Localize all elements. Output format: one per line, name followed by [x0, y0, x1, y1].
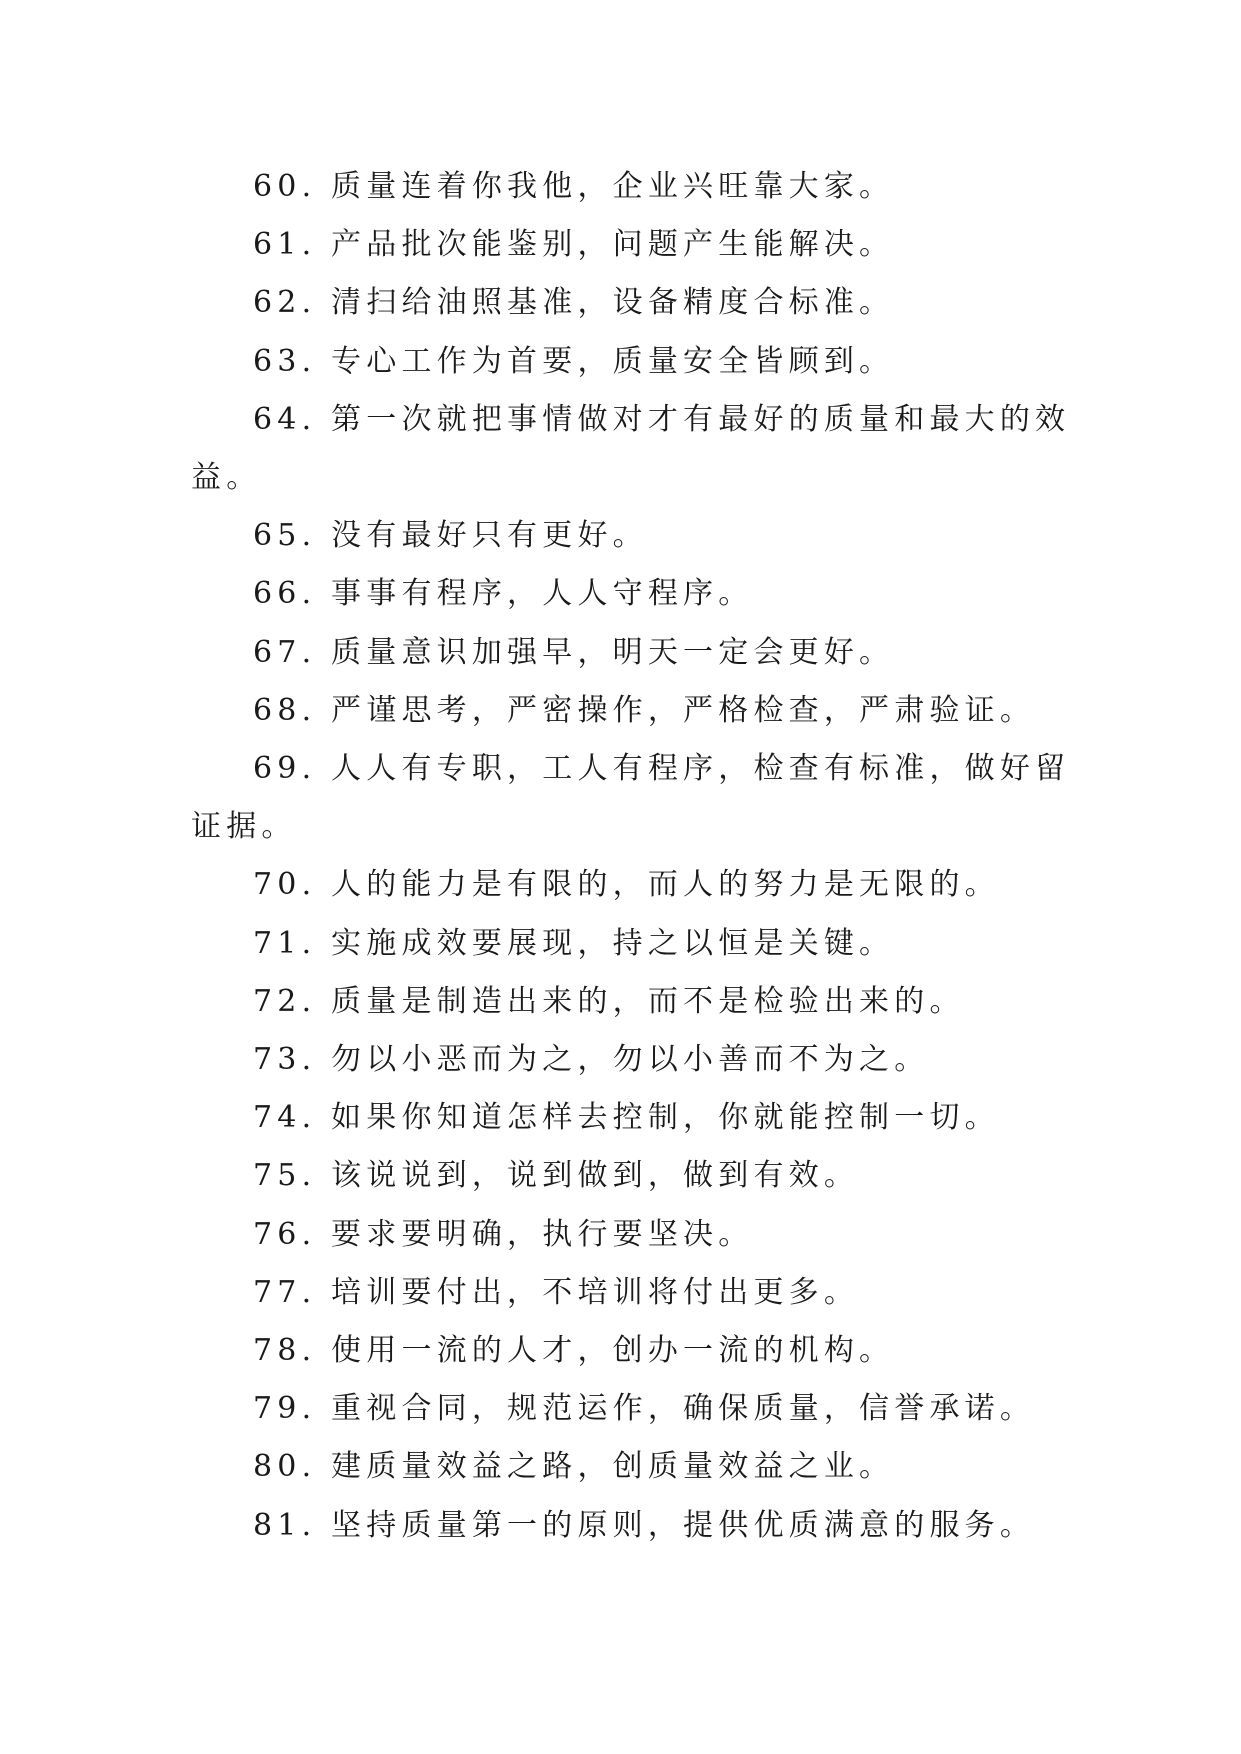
- list-item: 67. 质量意识加强早，明天一定会更好。: [253, 634, 895, 670]
- list-item: 81. 坚持质量第一的原则，提供优质满意的服务。: [253, 1507, 1036, 1543]
- list-item: 75. 该说说到，说到做到，做到有效。: [253, 1158, 860, 1194]
- list-item: 78. 使用一流的人才，创办一流的机构。: [253, 1333, 895, 1369]
- list-item: 71. 实施成效要展现，持之以恒是关键。: [253, 925, 895, 961]
- list-item: 70. 人的能力是有限的，而人的努力是无限的。: [253, 867, 1000, 903]
- list-item: 61. 产品批次能鉴别，问题产生能解决。: [253, 227, 895, 263]
- list-item: 74. 如果你知道怎样去控制，你就能控制一切。: [253, 1100, 1000, 1136]
- list-item: 80. 建质量效益之路，创质量效益之业。: [253, 1449, 895, 1485]
- slogan-list: [191, 158, 1071, 1555]
- list-item: 79. 重视合同，规范运作，确保质量，信誉承诺。: [253, 1391, 1036, 1427]
- list-item: 62. 清扫给油照基准，设备精度合标准。: [253, 285, 895, 321]
- list-item: 72. 质量是制造出来的，而不是检验出来的。: [253, 983, 965, 1019]
- list-item: 69. 人人有专职，工人有程序，检查有标准，做好留证据。: [191, 751, 1071, 845]
- list-item: 64. 第一次就把事情做对才有最好的质量和最大的效益。: [191, 401, 1071, 496]
- list-item: 60. 质量连着你我他，企业兴旺靠大家。: [253, 169, 895, 204]
- list-item: 63. 专心工作为首要，质量安全皆顾到。: [253, 343, 895, 379]
- list-item: 77. 培训要付出，不培训将付出更多。: [253, 1274, 860, 1310]
- list-item: 76. 要求要明确，执行要坚决。: [253, 1216, 754, 1252]
- list-item: 68. 严谨思考，严密操作，严格检查，严肃验证。: [253, 692, 1036, 728]
- list-item: 73. 勿以小恶而为之，勿以小善而不为之。: [253, 1042, 930, 1078]
- list-item: 66. 事事有程序，人人守程序。: [253, 576, 754, 612]
- list-item: 65. 没有最好只有更好。: [253, 518, 648, 554]
